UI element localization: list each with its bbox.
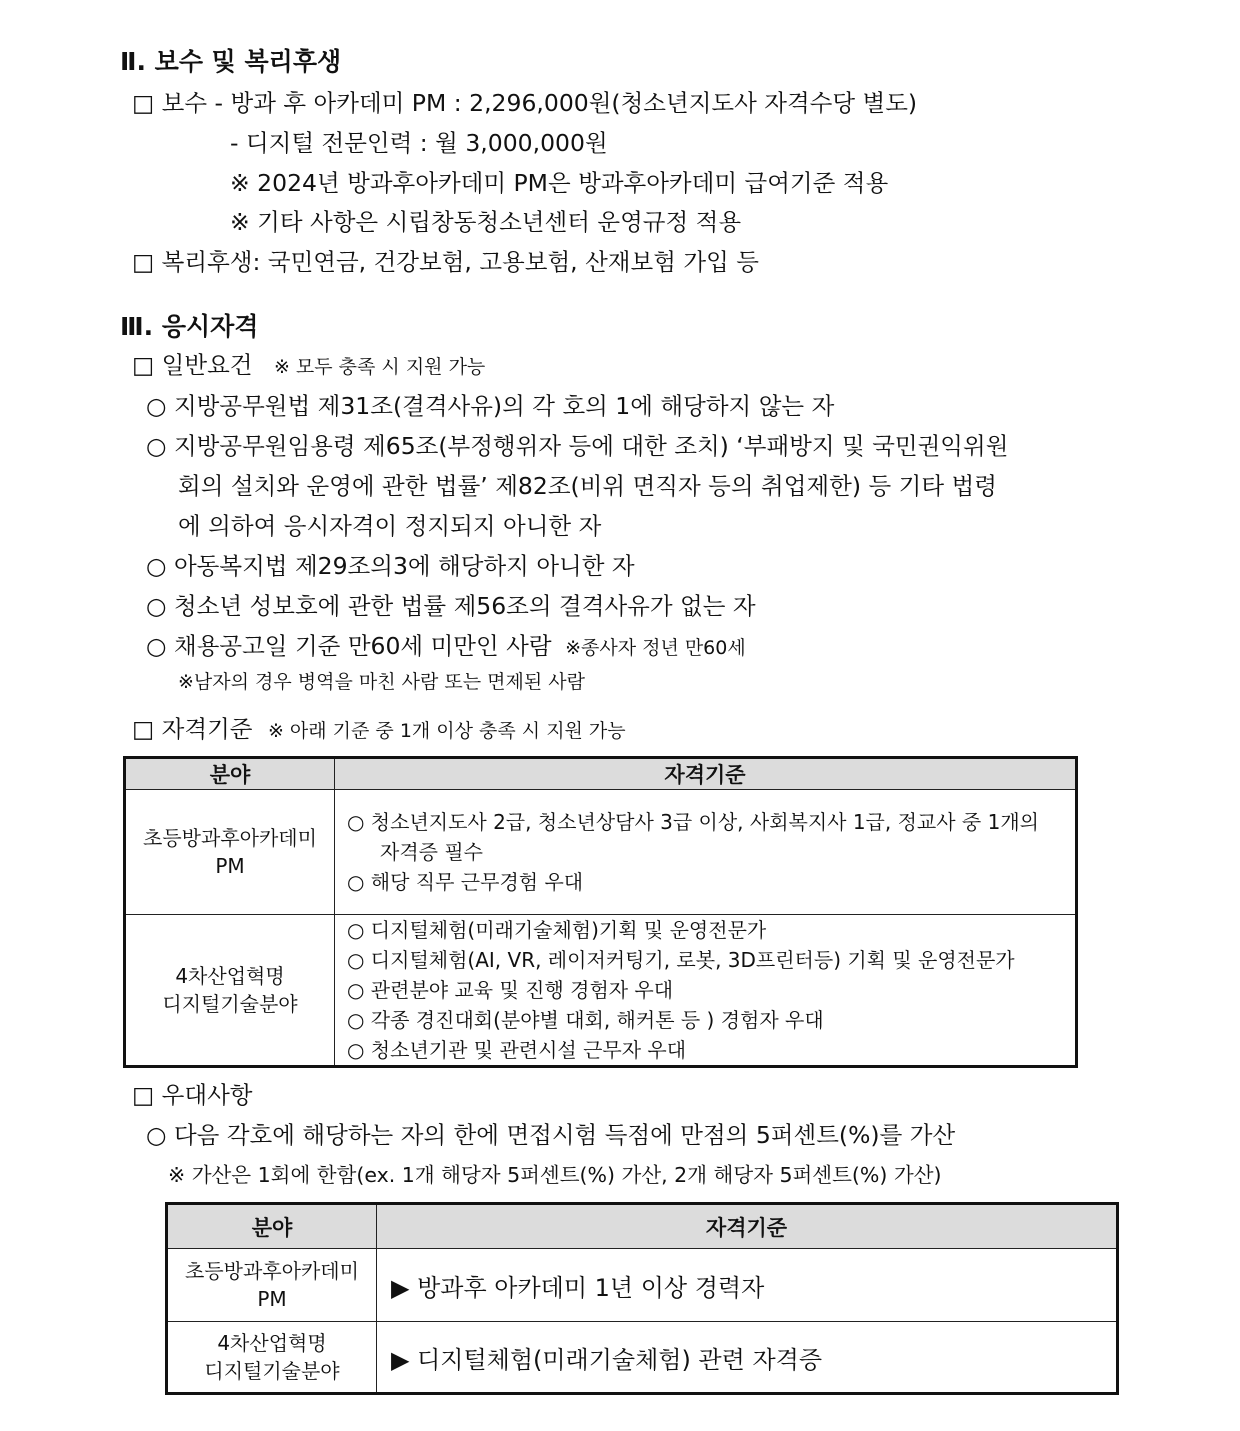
criteria-item: ○ 청소년기관 및 관련시설 근무자 우대: [347, 1038, 687, 1062]
general-item-2-cont: 회의 설치와 운영에 관한 법률’ 제82조(비위 면직자 등의 취업제한) 등 기타 법령: [178, 472, 997, 500]
general-item-1: ○ 지방공무원법 제31조(결격사유)의 각 호의 1에 해당하지 않는 자: [146, 392, 835, 420]
criteria-item: ○ 청소년지도사 2급, 청소년상담사 3급 이상, 사회복지사 1급, 정교사 중 1개의: [347, 810, 1039, 834]
general-item-4: ○ 청소년 성보호에 관한 법률 제56조의 결격사유가 없는 자: [146, 592, 756, 620]
pay-note-regulation: ※ 기타 사항은 시립창동청소년센터 운영규정 적용: [230, 208, 742, 236]
field-name: 초등방과후아카데미: [143, 826, 317, 850]
general-heading-label: □ 일반요건: [132, 351, 253, 379]
col-field-header: 분야: [167, 1204, 377, 1249]
field-cell: [167, 1322, 377, 1394]
age-note: ※종사자 정년 만60세: [565, 637, 746, 659]
col-field-header: 분야: [125, 758, 335, 790]
general-item-5-text: ○ 채용공고일 기준 만60세 미만인 사람: [146, 632, 552, 660]
table-row: [125, 915, 1077, 1067]
field-cell: [167, 1249, 377, 1322]
criteria-item: ○ 디지털체험(AI, VR, 레이저커팅기, 로봇, 3D프린터등) 기획 및 운영전문가: [347, 948, 1015, 972]
qual-note: ※ 아래 기준 중 1개 이상 충족 시 지원 가능: [267, 720, 626, 742]
field-name: 4차산업혁명: [217, 1331, 327, 1355]
pay-line-digital: - 디지털 전문인력 : 월 3,000,000원: [230, 129, 608, 157]
field-name: 4차산업혁명: [175, 964, 285, 988]
criteria-item: ○ 해당 직무 근무경험 우대: [347, 870, 584, 894]
table-row: [167, 1322, 1118, 1394]
field-name-sub: 디지털기술분야: [204, 1359, 340, 1383]
general-heading: [132, 346, 485, 380]
qual-heading-label: □ 자격기준: [132, 715, 253, 743]
general-item-5: [146, 627, 746, 661]
general-item-2-cont2: 에 의하여 응시자격이 정지되지 아니한 자: [178, 512, 602, 540]
criteria-cell: ▶ 방과후 아카데미 1년 이상 경력자: [377, 1249, 1118, 1322]
pay-note-academy: ※ 2024년 방과후아카데미 PM은 방과후아카데미 급여기준 적용: [230, 169, 889, 197]
criteria-cell: [335, 790, 1077, 915]
criteria-cell: [335, 915, 1077, 1067]
criteria-item: ○ 관련분야 교육 및 진행 경험자 우대: [347, 978, 674, 1002]
field-name-sub: 디지털기술분야: [162, 992, 298, 1016]
pref-note: ※ 가산은 1회에 한함(ex. 1개 해당자 5퍼센트(%) 가산, 2개 해당자 5퍼센트(%) 가산): [168, 1163, 942, 1187]
criteria-cell: ▶ 디지털체험(미래기술체험) 관련 자격증: [377, 1322, 1118, 1394]
field-name-sub: PM: [257, 1287, 287, 1311]
general-item-3: ○ 아동복지법 제29조의3에 해당하지 아니한 자: [146, 552, 635, 580]
preference-table: [165, 1202, 1119, 1395]
col-criteria-header: 자격기준: [377, 1204, 1118, 1249]
table-row: [125, 790, 1077, 915]
field-name: 초등방과후아카데미: [185, 1259, 359, 1283]
military-note: ※남자의 경우 병역을 마친 사람 또는 면제된 사람: [178, 671, 585, 693]
section2-title: Ⅱ. 보수 및 복리후생: [120, 47, 342, 76]
criteria-item: ○ 각종 경진대회(분야별 대회, 해커톤 등 ) 경험자 우대: [347, 1008, 824, 1032]
col-criteria-header: 자격기준: [335, 758, 1077, 790]
criteria-item: ○ 디지털체험(미래기술체험)기획 및 운영전문가: [347, 918, 767, 942]
field-cell: [125, 915, 335, 1067]
pref-item: ○ 다음 각호에 해당하는 자의 한에 면접시험 득점에 만점의 5퍼센트(%)를 가산: [146, 1121, 956, 1149]
field-name-sub: PM: [215, 854, 245, 878]
table-header-row: [167, 1204, 1118, 1249]
qualification-table: [123, 756, 1078, 1068]
general-item-2: ○ 지방공무원임용령 제65조(부정행위자 등에 대한 조치) ‘부패방지 및 국민권익위원: [146, 432, 1009, 460]
pref-heading: □ 우대사항: [132, 1081, 253, 1109]
welfare-line: □ 복리후생: 국민연금, 건강보험, 고용보험, 산재보험 가입 등: [132, 248, 759, 276]
field-cell: [125, 790, 335, 915]
table-header-row: [125, 758, 1077, 790]
table-row: [167, 1249, 1118, 1322]
general-note: ※ 모두 충족 시 지원 가능: [273, 356, 486, 378]
criteria-item-cont: 자격증 필수: [380, 840, 483, 864]
qual-heading: [132, 710, 626, 744]
section3-title: Ⅲ. 응시자격: [120, 312, 259, 341]
pay-line-pm: □ 보수 - 방과 후 아카데미 PM : 2,296,000원(청소년지도사 자격수당 별도): [132, 89, 918, 117]
